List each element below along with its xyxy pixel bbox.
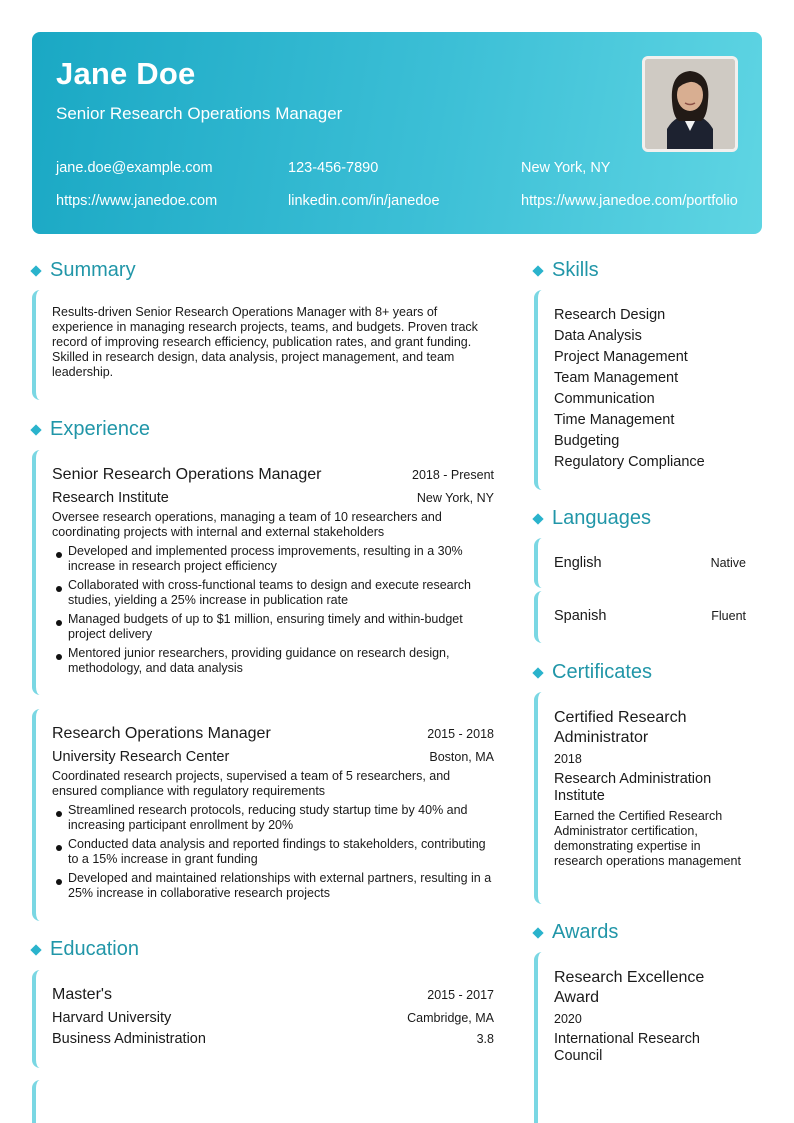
experience-entry <box>32 450 502 695</box>
education-dates: 2015 - 2017 <box>427 988 494 1002</box>
bullet-icon <box>56 811 62 817</box>
awards-title: Awards <box>552 921 619 943</box>
skills-heading <box>534 259 599 282</box>
skill-item: Team Management <box>554 370 679 386</box>
education-field: Business Administration <box>52 1031 206 1047</box>
contact-website[interactable]: https://www.janedoe.com <box>56 193 218 209</box>
skills-title: Skills <box>552 259 599 281</box>
job-description: Oversee research operations, managing a team of 10 researchers and coordinating projects with internal and external stakeholders <box>52 510 442 539</box>
job-organization: University Research Center <box>52 749 230 765</box>
bullet-icon <box>56 586 62 592</box>
job-bullet: Mentored junior researchers, providing guidance on research design, methodology, and data analysis <box>68 646 450 675</box>
certificate-description: Earned the Certified Research Administrator certification, demonstrating expertise in research operations management <box>554 809 741 868</box>
summary-text: Results-driven Senior Research Operations Manager with 8+ years of experience in managing research projects, teams, and budgets. Proven track record of improving research efficiency, publication rates, and grant funding. Skilled in research design, data analysis, project management, and team leadership. <box>52 305 478 379</box>
bullet-icon <box>56 654 62 660</box>
language-name: Spanish <box>554 608 607 624</box>
education-school: Harvard University <box>52 1010 172 1026</box>
education-gpa: 3.8 <box>476 1032 494 1046</box>
job-bullet: Collaborated with cross-functional teams to design and execute research studies, yielding a 25% increase in publication rate <box>68 578 471 607</box>
job-bullet: Developed and maintained relationships with external partners, resulting in a 25% increase in collaborative research projects <box>68 871 492 900</box>
award-issuer-line: International Research <box>554 1031 700 1047</box>
languages-title: Languages <box>552 507 651 529</box>
awards-heading <box>534 921 618 944</box>
diamond-icon <box>532 927 543 938</box>
certificate-entry <box>534 692 760 904</box>
education-location: Cambridge, MA <box>407 1011 494 1025</box>
diamond-icon <box>30 944 41 955</box>
experience-entry <box>32 709 502 921</box>
candidate-name: Jane Doe <box>56 56 196 91</box>
summary-block <box>32 290 502 400</box>
experience-title: Experience <box>50 418 151 440</box>
education-degree: Master's <box>52 986 112 1003</box>
language-level: Native <box>710 556 746 570</box>
certificate-year: 2018 <box>554 752 582 766</box>
diamond-icon <box>532 513 543 524</box>
award-title-line: Research Excellence <box>554 969 705 986</box>
bullet-icon <box>56 879 62 885</box>
award-year: 2020 <box>554 1012 582 1026</box>
contact-portfolio[interactable]: https://www.janedoe.com/portfolio <box>521 193 738 209</box>
language-entry <box>534 591 760 643</box>
contact-location: New York, NY <box>521 160 611 176</box>
certificate-issuer-line: Research Administration <box>554 771 712 787</box>
job-location: New York, NY <box>416 491 494 505</box>
certificate-title-line: Administrator <box>554 729 649 746</box>
contact-linkedin[interactable]: linkedin.com/in/janedoe <box>288 193 440 209</box>
certificate-title-line: Certified Research <box>554 709 687 726</box>
skill-item: Budgeting <box>554 433 620 449</box>
resume-header <box>32 32 762 234</box>
portrait-image <box>645 59 735 149</box>
contact-email[interactable]: jane.doe@example.com <box>56 160 213 176</box>
job-dates: 2015 - 2018 <box>427 727 494 741</box>
award-issuer-line: Council <box>554 1048 603 1064</box>
job-location: Boston, MA <box>429 750 494 764</box>
job-role: Senior Research Operations Manager <box>52 466 322 483</box>
skill-item: Communication <box>554 391 655 407</box>
education-title: Education <box>50 938 139 960</box>
certificates-title: Certificates <box>552 661 653 683</box>
skill-item: Project Management <box>554 349 688 365</box>
language-level: Fluent <box>711 609 746 623</box>
diamond-icon <box>30 424 41 435</box>
education-entry <box>32 970 502 1068</box>
language-entry <box>534 538 760 588</box>
job-bullet: Managed budgets of up to $1 million, ensuring timely and within-budget project delivery <box>68 612 463 641</box>
job-dates: 2018 - Present <box>412 468 494 482</box>
contact-phone[interactable]: 123-456-7890 <box>288 160 379 176</box>
certificate-issuer-line: Institute <box>554 788 605 804</box>
job-bullet: Streamlined research protocols, reducing study startup time by 40% and increasing participant enrollment by 20% <box>68 803 468 832</box>
education-continuation <box>32 1080 502 1123</box>
certificates-heading <box>534 661 652 684</box>
profile-photo <box>642 56 738 152</box>
candidate-title: Senior Research Operations Manager <box>56 104 343 123</box>
skill-item: Research Design <box>554 307 666 323</box>
education-heading <box>32 938 139 961</box>
languages-heading <box>534 507 651 530</box>
job-bullet: Developed and implemented process improvements, resulting in a 30% increase in research project efficiency <box>68 544 463 573</box>
diamond-icon <box>532 667 543 678</box>
diamond-icon <box>30 265 41 276</box>
bullet-icon <box>56 552 62 558</box>
job-role: Research Operations Manager <box>52 725 271 742</box>
diamond-icon <box>532 265 543 276</box>
language-name: English <box>554 555 602 571</box>
bullet-icon <box>56 845 62 851</box>
skills-list <box>534 290 760 490</box>
job-bullet: Conducted data analysis and reported findings to stakeholders, contributing to a 15% increase in grant funding <box>68 837 486 866</box>
skill-item: Time Management <box>554 412 675 428</box>
job-organization: Research Institute <box>52 490 169 506</box>
award-entry <box>534 952 760 1123</box>
summary-title: Summary <box>50 259 136 281</box>
skill-item: Data Analysis <box>554 328 642 344</box>
bullet-icon <box>56 620 62 626</box>
experience-heading <box>32 418 150 441</box>
skill-item: Regulatory Compliance <box>554 454 705 470</box>
job-description: Coordinated research projects, supervised a team of 5 researchers, and ensured compliance with regulatory requirements <box>52 769 451 798</box>
summary-heading <box>32 259 136 282</box>
award-title-line: Award <box>554 989 600 1006</box>
